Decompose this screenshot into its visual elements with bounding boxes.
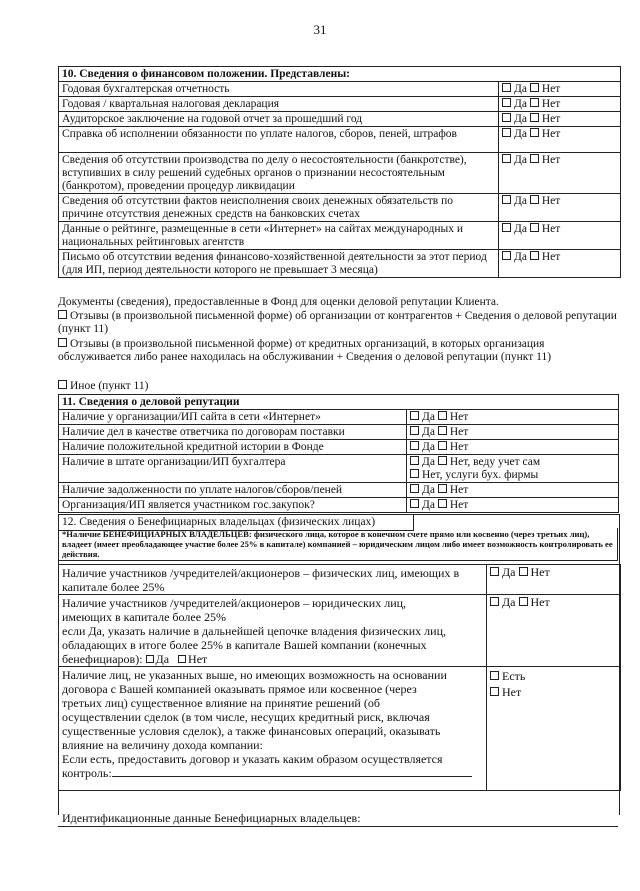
checkbox-icon[interactable]	[530, 113, 539, 122]
reputation-choice: Да Нет	[407, 425, 619, 440]
identification-label: Идентификационные данные Бенефициарных владельцев:	[62, 811, 361, 825]
reputation-choice: Да Нет	[407, 440, 619, 455]
reputation-choice: Да Нет	[407, 410, 619, 425]
beneficiary-row-entities-choice: Да Нет	[487, 595, 621, 667]
checkbox-icon[interactable]	[519, 597, 528, 606]
checkbox-icon[interactable]	[502, 251, 511, 260]
reputation-label: Наличие положительной кредитной истории в Фонде	[59, 440, 407, 455]
financial-doc-label: Сведения об отсутствии фактов неисполнения своих денежных обязательств по причине отсутствия денежных средств на банковских счетах	[59, 194, 499, 222]
document-option-banks: Отзывы (в произвольной письменной форме) от кредитных организаций, в которых организация обслуживается либо ранее находилась на обслуживании + Сведения о деловой репутации (пункт 11)	[58, 338, 552, 363]
section-10-table	[58, 66, 621, 278]
checkbox-icon[interactable]	[530, 195, 539, 204]
checkbox-icon[interactable]	[530, 223, 539, 232]
checkbox-icon[interactable]	[502, 223, 511, 232]
document-option-contractors-wrap: Отзывы (в произвольной письменной форме) об организации от контрагентов + Сведения о деловой репутации (пункт 11)	[58, 310, 617, 335]
reputation-choice: Да Нет	[407, 498, 619, 513]
financial-doc-choice: Да Нет	[499, 82, 621, 97]
page-number: 31	[313, 22, 327, 37]
checkbox-icon[interactable]	[410, 441, 419, 450]
checkbox-icon[interactable]	[530, 251, 539, 260]
financial-doc-label: Сведения об отсутствии производства по делу о несостоятельности (банкротстве), вступивших в силу решений судебных органов о признании несостоятельным (банкротом), проведении процедур ликвидации	[59, 153, 499, 194]
reputation-label: Наличие дел в качестве ответчика по договорам поставки	[59, 425, 407, 440]
checkbox-icon[interactable]	[530, 83, 539, 92]
checkbox-icon[interactable]	[502, 113, 511, 122]
financial-doc-choice: Да Нет	[499, 112, 621, 127]
document-option-other: Иное (пункт 11)	[58, 380, 618, 393]
checkbox-icon[interactable]	[410, 469, 419, 478]
financial-doc-choice: Да Нет	[499, 194, 621, 222]
reputation-label: Организация/ИП является участником гос.закупок?	[59, 498, 407, 513]
section-12-table	[58, 564, 621, 791]
checkbox-icon[interactable]	[58, 380, 67, 389]
checkbox-icon[interactable]	[438, 441, 447, 450]
financial-doc-label: Письмо об отсутствии ведения финансово-хозяйственной деятельности за этот период (для ИП, период деятельности которого не превышает 3 месяца)	[59, 250, 499, 278]
checkbox-icon[interactable]	[438, 499, 447, 508]
beneficiary-note: *Наличие БЕНЕФИЦИАРНЫХ ВЛАДЕЛЬЦЕВ: физического лица, которое в конечном счете прямо или косвенно (через третьих лиц), владеет (имеет преобладающее участие более 25% в капитале) компанией – юридическим лицом либо имеет возможность контролировать ее действия.	[58, 528, 618, 561]
checkbox-icon[interactable]	[519, 567, 528, 576]
beneficiary-row-entities: Наличие участников /учредителей/акционеров – юридических лиц, имеющих в капитале более 25% если Да, указать наличие в дальнейшей цепочке владения физических лиц, обладающих в итоге более 25% в капитале Вашей компании (конечных бенефициаров): Да Нет	[59, 595, 487, 667]
beneficiary-row-control: Наличие лиц, не указанных выше, но имеющих возможность на основании договора с Вашей компанией оказывать прямое или косвенное (через третьих лиц) существенное влияние на принятие решений (об осуществлении сделок (в том числе, несущих кредитный риск, включая существенные условия сделок), а также финансовых операций, оказывать влияние на величину дохода компании: Если есть, предоставить договор и указать каким образом осуществляется контроль:	[59, 667, 487, 791]
checkbox-icon[interactable]	[530, 98, 539, 107]
checkbox-icon[interactable]	[438, 411, 447, 420]
checkbox-icon[interactable]	[490, 567, 499, 576]
checkbox-icon[interactable]	[410, 411, 419, 420]
checkbox-icon[interactable]	[502, 128, 511, 137]
checkbox-icon[interactable]	[146, 655, 154, 663]
section-12-title: 12. Сведения о Бенефициарных владельцах (физических лицах)	[58, 514, 414, 531]
checkbox-icon[interactable]	[438, 484, 447, 493]
financial-doc-choice: Да Нет	[499, 250, 621, 278]
checkbox-icon[interactable]	[490, 671, 499, 680]
section-11-title: 11. Сведения о деловой репутации	[59, 395, 619, 410]
checkbox-icon[interactable]	[490, 597, 499, 606]
checkbox-icon[interactable]	[502, 195, 511, 204]
documents-block	[58, 296, 618, 309]
reputation-label: Наличие у организации/ИП сайта в сети «Интернет»	[59, 410, 407, 425]
checkbox-icon[interactable]	[58, 338, 67, 347]
control-description-field[interactable]	[112, 766, 472, 777]
financial-doc-label: Данные о рейтинге, размещенные в сети «Интернет» на сайтах международных и национальных рейтинговых агентств	[59, 222, 499, 250]
financial-doc-choice: Да Нет	[499, 222, 621, 250]
section-10-title: 10. Сведения о финансовом положении. Представлены:	[59, 67, 621, 82]
checkbox-icon[interactable]	[530, 154, 539, 163]
checkbox-icon[interactable]	[58, 310, 67, 319]
checkbox-icon[interactable]	[410, 499, 419, 508]
checkbox-icon[interactable]	[438, 456, 447, 465]
checkbox-icon[interactable]	[502, 83, 511, 92]
documents-intro: Документы (сведения), предоставленные в Фонд для оценки деловой репутации Клиента.	[58, 296, 499, 308]
financial-doc-label: Справка об исполнении обязанности по уплате налогов, сборов, пеней, штрафов	[59, 127, 499, 153]
checkbox-icon[interactable]	[490, 687, 499, 696]
checkbox-icon[interactable]	[410, 456, 419, 465]
checkbox-icon[interactable]	[530, 128, 539, 137]
reputation-choice: Да Нет	[407, 483, 619, 498]
checkbox-icon[interactable]	[502, 154, 511, 163]
checkbox-icon[interactable]	[438, 426, 447, 435]
reputation-label: Наличие в штате организации/ИП бухгалтера	[59, 455, 407, 483]
beneficiary-row-individuals: Наличие участников /учредителей/акционеров – физических лиц, имеющих в капитале более 25%	[59, 565, 487, 595]
financial-doc-choice: Да Нет	[499, 127, 621, 153]
checkbox-icon[interactable]	[502, 98, 511, 107]
beneficiary-row-individuals-choice: Да Нет	[487, 565, 621, 595]
financial-doc-label: Годовая / квартальная налоговая декларация	[59, 97, 499, 112]
financial-doc-choice: Да Нет	[499, 153, 621, 194]
financial-doc-label: Годовая бухгалтерская отчетность	[59, 82, 499, 97]
reputation-choice: Да Нет, веду учет сам Нет, услуги бух. фирмы	[407, 455, 619, 483]
checkbox-icon[interactable]	[178, 655, 186, 663]
checkbox-icon[interactable]	[410, 484, 419, 493]
identification-rule	[58, 826, 618, 827]
beneficiary-row-control-choice: Есть Нет	[487, 667, 621, 791]
checkbox-icon[interactable]	[410, 426, 419, 435]
financial-doc-label: Аудиторское заключение на годовой отчет за прошедший год	[59, 112, 499, 127]
section-11-table	[58, 394, 619, 513]
reputation-label: Наличие задолженности по уплате налогов/сборов/пеней	[59, 483, 407, 498]
financial-doc-choice: Да Нет	[499, 97, 621, 112]
